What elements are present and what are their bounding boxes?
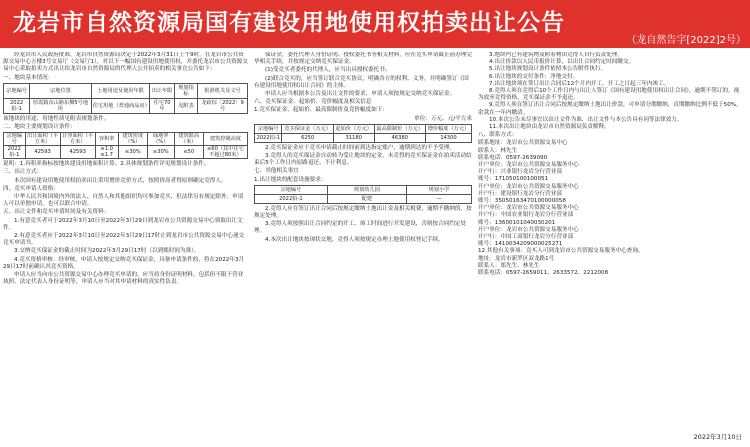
table-cell: ≤50 (174, 146, 203, 159)
publish-date: 2022年3月10日 (693, 433, 742, 441)
contact-line: 12.其他有关事项：竞买人可到龙岩市公共资源交易服务中心查询。 (478, 248, 644, 255)
table-header-cell: 最高限制价（万元） (374, 124, 425, 133)
contact-line: 开户单位：龙岩市公共资源交易服务中心 (478, 205, 579, 212)
table-cell: — (406, 194, 471, 203)
announcement-header (0, 0, 750, 48)
table-cell: 配建 (327, 194, 406, 203)
section-5-item-1: 1.有意竞买者可于2022年3月10日至2022年3月29日到龙岩市公共资源交易中心领取出让文件。 (3, 217, 243, 231)
contact-line: 开户单位：龙岩市公共资源交易服务中心 (478, 226, 579, 233)
list-item: 5.出让地块规划设计条件依照本公告附件执行。 (489, 66, 607, 73)
table-cell: 6250 (282, 133, 333, 142)
contact-section-title: 八、联系方式： (478, 132, 518, 139)
table-cell: 46380 (374, 133, 425, 142)
table-header-cell: 宗地编号 (4, 83, 30, 98)
section-4-title: 四、竞买申请人资格： (3, 185, 59, 192)
contact-line: 账号：35050163470100000058 (478, 198, 566, 205)
table-cell: ≤60（其中住宅不超过80米） (203, 146, 247, 159)
contact-line: 联系电话：0597-2639090 (478, 154, 548, 161)
announcement-body (0, 52, 750, 447)
column-right (478, 52, 744, 444)
list-item: 4.出让价款以人民币报价计算，以出让合同约定时间缴交。 (489, 59, 635, 66)
contact-line: 开户单位：龙岩市公共资源交易服务中心 (478, 183, 579, 190)
list-item: 8.竞得人须在竞得后10个工作日内与出让人签订《国有建设用地使用权出让合同》，逾期不签订的，视为放弃竞得资格，竞买保证金不予退还。 (478, 88, 740, 102)
list-item: 9.竞得人须在签订出让合同后按规定缴纳土地出让价款，可申请分期缴纳，首期缴纳比例不低于50%，余款在一年内缴清。 (478, 102, 742, 116)
table-cell: 14300 (425, 133, 471, 142)
table-header-cell: 建筑密度（%） (118, 133, 147, 146)
contact-line: 联系电话：0597-2659011、2633572、2212008 (478, 270, 609, 277)
contact-line: 开户行：中国农业银行龙岩分行营业部 (478, 212, 574, 219)
intro-paragraph: 经龙岩市人民政府批准，龙岩市自然资源局决定于2022年3月31日上午9时，在龙岩市公共资源交易中心五楼3号交易厅（交易厅1），对以下一幅国有建设用地使用权，并委托龙岩市公共资源交易中心采取拍卖方式出让给龙岩市自然资源局的代理人公开拍卖的相关事宜公告如下： (3, 52, 248, 73)
list-item: 6.出让地块的交付条件：净地交付。 (489, 73, 579, 80)
table-header-cell: 竞买保证金（万元） (282, 124, 333, 133)
column-left (3, 52, 248, 444)
table-header-cell: 建筑控制高度 (203, 133, 247, 146)
table-1-note: 该地块的用途、用地性质见附表规划条件。 (3, 115, 110, 122)
table-row (255, 194, 472, 203)
paragraph: (2)联合竞买的，应当签订联合竞买协议，明确各方的权利、义务，并明确签订《国有建设用地使用权出让合同》的主体。 (254, 75, 469, 89)
contact-line: 开户单位：龙岩市公共资源交易服务中心 (478, 162, 579, 169)
facilities-table (254, 185, 472, 204)
document-number: （龙自然告字[2022]2号） (626, 35, 746, 46)
table-cell: 住宅70年 (150, 98, 175, 113)
paragraph: (1)受竞买者委托的代理人，应当出具授权委托书； (265, 67, 391, 74)
table-header-cell: 规划幼儿园 (327, 185, 406, 194)
table-header-cell: 增价幅度（万元） (425, 124, 471, 133)
table-header-cell: 宗地位置 (30, 83, 92, 98)
table-cell: 2022拍-1 (4, 98, 30, 113)
table-header-cell: 绿地率（%） (147, 133, 174, 146)
table-unit-label: 单位：万元、元/平方米 (414, 115, 472, 122)
table-cell: 2022拍-1 (4, 146, 26, 159)
section-5-item-4: 4.竞买资格审核：经审核，申请人按规定交纳竞买保证金，具备申请条件的，将在2022年3月29日17时前确认其竞买资格。 (3, 256, 245, 270)
table-2-note: 说明：1.容积率指标按地块建设用地面积计算；2.具体规划条件详见规划设计条件。 (3, 161, 210, 168)
paragraph: 申请人应当根据本公告及出让文件的要求，申请人须按规定交纳竞买保证金。 (265, 91, 456, 98)
table-row (4, 146, 248, 159)
contact-line: 开户行：中国工商银行龙岩分行营业部 (478, 234, 574, 241)
paragraph: 3.竞得人的竞买保证金自动转为受让地块的定金，未竞得的竞买保证金在拍卖活动结束后5个工作日内原路退还，不计利息。 (254, 153, 472, 167)
section-1-title: 一、地块基本情况： (3, 74, 54, 81)
table-header-cell: 宗地编号 (4, 133, 26, 146)
paragraph: 2.竞买保证金应于竞买申请截止时间前到达指定账户，逾期到达的不予受理。 (265, 144, 455, 151)
section-3-text: 本次国有建设用地使用权拍卖出让采用增价竞价方式，按照价高者得原则确定竞得人。 (14, 177, 227, 184)
table-cell: 龙政综〔2022〕9号 (198, 98, 248, 113)
table-header-cell: 批准机关及文号 (198, 83, 248, 98)
section-4-text: 中华人民共和国境内外的法人、自然人和其他组织均可参加竞买，但法律另有规定除外。申请人可以单独申请，也可以联合申请。 (3, 194, 244, 208)
table-cell: 见附表 (174, 98, 197, 113)
table-cell: 42593 (25, 146, 60, 159)
table-header-cell: 出让年限 (150, 83, 175, 98)
paragraph: 保证金，委托代理人身份证明、授权委托书等相关材料，应在竞买申请截止前办理完毕相关手续，并按规定交纳竞买保证金。 (254, 52, 472, 66)
list-item: 10.本次公告未尽事宜以出让文件为准，出让文件与本公告具有同等法律效力。 (489, 116, 683, 123)
table-header-cell: 出让面积（平方米） (27, 133, 59, 146)
table-cell: 2022拍-1 (256, 134, 281, 141)
table-header-cell: 规划小学 (406, 185, 471, 194)
parcel-basic-table (3, 83, 248, 114)
paragraph: 2.竞得人应在签订出让合同后按规定缴纳土地出让金及相关税费，逾期不缴纳的，按规定处理。 (254, 205, 472, 220)
table-cell: ≥30% (147, 146, 174, 159)
section-5-item-2: 2.有意竞买者应于2022年3月10日至2022年3月29日17时止到龙岩市公共资源交易中心递交竞买申请书。 (3, 233, 245, 247)
section-7-title: 七、其他相关事宜 (254, 168, 299, 175)
contact-line: 开户行：兴业银行龙岩分行营业部 (478, 169, 562, 176)
table-header-cell: 规划指标 (174, 83, 197, 98)
contact-line: 开户行：建设银行龙岩分行营业部 (478, 190, 562, 197)
section-5-item-5: 申请人应当向市公共资源交易中心办理竞买申请的，应当持身份证明材料，包括但不限于营业执照、法定代表人身份证明等，申请人应当对其申请材料的真实性负责。 (3, 272, 244, 286)
table-cell: 住宅用地（普通商品房） (91, 98, 150, 113)
table-cell: 31180 (333, 133, 374, 142)
table-header-cell: 起始价（万元） (333, 124, 374, 133)
planning-conditions-table (3, 132, 248, 159)
table-header-cell: 计容面积（平方米） (62, 133, 94, 146)
section-5-title: 五、出让文件和竞买申请时间及有关资料： (3, 209, 110, 216)
section-6-subtitle: 1.竞买保证金、起始价、最高限制价及竞价幅度如下： (254, 107, 388, 114)
contact-line: 账号：1410034209000025271 (478, 241, 563, 248)
deposit-price-table (254, 124, 472, 143)
list-item: 3.地块内已有建筑物及附着物由竞得人自行负责处理。 (489, 52, 623, 58)
table-cell: ≤30% (118, 146, 147, 159)
section-6-title: 六、竞买保证金、起始价、竞价幅度及相关信息 (254, 99, 372, 106)
table-header-cell: 建筑限高（米） (174, 133, 203, 146)
section-7-subtitle: 1.出让地块的配套设施要求： (254, 176, 327, 183)
table-header-cell: 宗地编号 (255, 185, 328, 194)
table-cell: ≥1.0 ≤1.7 (95, 146, 118, 159)
contact-line: 地址：龙岩市新罗区双龙路1号 (478, 255, 555, 262)
table-header-cell: 容积率 (95, 133, 118, 146)
table-cell: 2022拍-1 (255, 194, 328, 203)
column-middle (254, 52, 472, 444)
section-3-title: 三、出让方式： (3, 169, 43, 176)
contact-line: 联系人：郑先生、林先生 (478, 262, 540, 269)
announcement-title: 龙岩市自然资源局国有建设用地使用权拍卖出让公告 (13, 10, 565, 36)
table-row (255, 133, 472, 142)
section-2-title: 二、地块主要规划设计条件： (3, 124, 76, 131)
contact-line: 联系人：林先生 (478, 147, 518, 154)
paragraph: 3.竞得人须按照出让合同约定的开工、竣工时间进行开发建设，否则按合同约定处理。 (254, 221, 467, 235)
paragraph: 4.本次出让地块按现状交地，竞得人须按规定办理土地使用权登记手续。 (265, 236, 444, 243)
contact-line: 账号：13600101040030201 (478, 219, 556, 226)
table-header-cell: 宗地编号 (255, 124, 282, 133)
contact-line: 账号：171050100100051 (478, 176, 549, 183)
table-row (4, 98, 248, 113)
list-item: 11.本次出让地块由龙岩市自然资源局负责解释。 (489, 124, 610, 131)
table-cell: 42593 (60, 146, 95, 159)
contact-line: 联系地址：龙岩市公共资源交易中心 (478, 140, 568, 147)
table-header-cell: 土地用途及使用年限 (91, 83, 150, 98)
table-cell: 厚霞镇东山路东侧5号地块 (30, 98, 92, 113)
list-item: 7.出让地块须在签订出让合同后12个月内开工，开工之日起三年内竣工。 (489, 80, 670, 87)
section-5-item-3: 3.交纳竞买保证金的截止时间为2022年3月29日17时（以到账时间为准）。 (14, 248, 200, 255)
